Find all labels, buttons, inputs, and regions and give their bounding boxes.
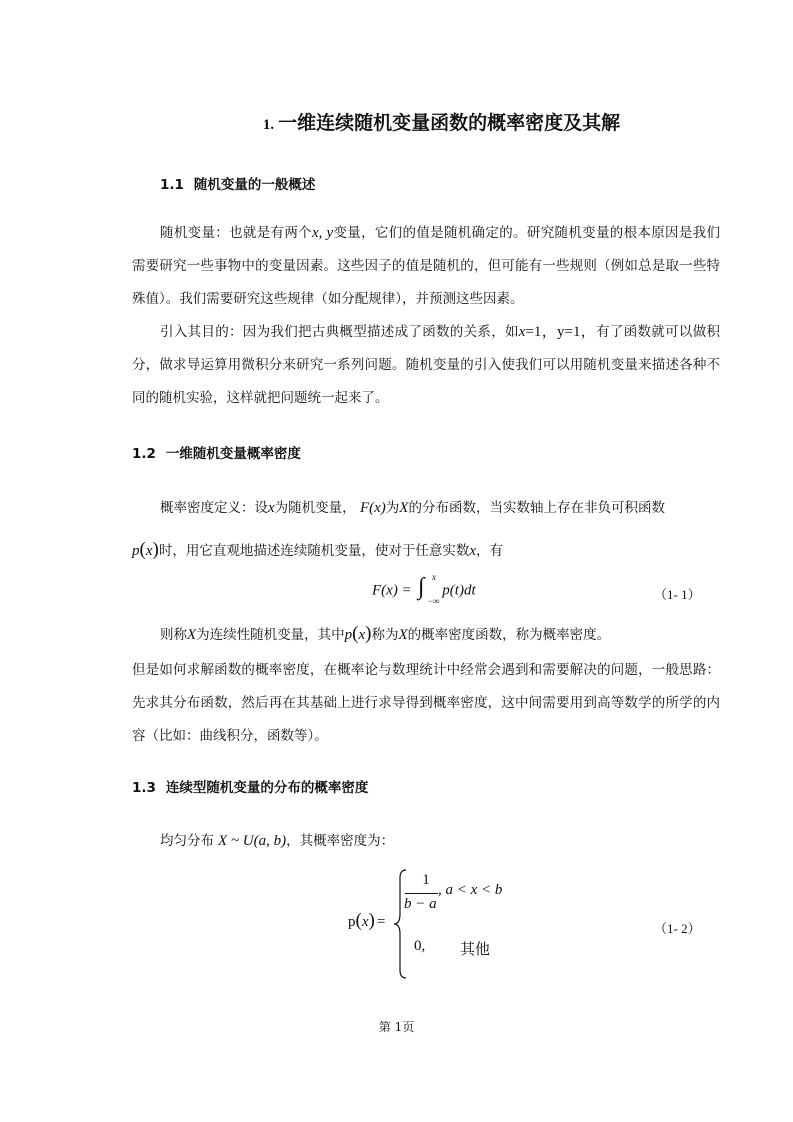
fraction-numerator: 1	[422, 872, 430, 888]
section-number: 1.2	[132, 446, 156, 462]
page-title	[0, 108, 793, 135]
uniform-line: 均匀分布 X ~ U(a, b)，其概率密度为：	[160, 833, 395, 849]
fraction-denominator: b − a	[404, 896, 437, 912]
fraction-bar	[405, 893, 438, 894]
equation-number-1-2: （1- 2）	[654, 921, 701, 936]
piecewise-brace	[392, 868, 408, 980]
equation-1-1: F(x) = ∫ x −∞ p(t)dt	[372, 572, 476, 606]
condition-range: , a < x < b	[438, 882, 503, 898]
title-number: 1.	[262, 117, 275, 133]
equation-1-2-lhs: p(x) =	[348, 910, 386, 931]
section-number: 1.3	[132, 780, 156, 796]
math-xy: x, y	[311, 225, 334, 241]
paragraph-purpose: 引入其目的：因为我们把古典概型描述成了函数的关系，如x=1，y=1，有了函数就可以做积分，做求导运算用微积分来研究一系列问题。随机变量的引入使我们可以用随机变量来描述各种不同的随机实验，这样就把问题统一起来了。	[132, 324, 720, 406]
page-number: 第 1页	[378, 1020, 415, 1034]
math-p: p	[132, 543, 140, 559]
then-line: 则称X为连续性随机变量，其中p(x)称为X的概率密度函数，称为概率密度。	[160, 623, 611, 644]
section-title: 连续型随机变量的分布的概率密度	[165, 780, 369, 796]
case-otherwise: 其他	[460, 940, 491, 958]
section-1-2-heading	[132, 442, 301, 462]
section-title: 一维随机变量概率密度	[165, 446, 301, 462]
definition-line-1: 概率密度定义：设x为随机变量， F(x)为X的分布函数，当实数轴上存在非负可积函数	[160, 500, 665, 516]
equation-number-1-1: （1- 1）	[654, 587, 701, 602]
section-number: 1.1	[160, 177, 184, 193]
title-text: 一维连续随机变量函数的概率密度及其解	[278, 112, 621, 134]
section-1-3-heading	[132, 776, 368, 796]
section-title: 随机变量的一般概述	[193, 177, 316, 193]
math-uniform: X ~ U(a, b)	[218, 833, 287, 849]
case-zero: 0,	[414, 938, 426, 954]
definition-line-2: p(x)时，用它直观地描述连续随机变量，使对于任意实数x，有	[132, 539, 503, 560]
math-Fx: F(x)	[359, 500, 386, 516]
paragraph-random-variable: 随机变量：也就是有两个x, y变量，它们的值是随机确定的。研究随机变量的根本原因是我们需要研究一些事物中的变量因素。这些因子的值是随机的，但可能有一些规则（例如总是取一些特殊值）。我们需要研究这些规律（如分配规律），并预测这些因素。	[132, 225, 720, 307]
integral-sign: ∫ x −∞	[417, 572, 440, 606]
paragraph-method: 但是如何求解函数的概率密度，在概率论与数理统计中经常会遇到和需要解决的问题，一般思路：先求其分布函数，然后再在其基础上进行求导得到概率密度，这中间需要用到高等数学的所学的内容（比如：曲线积分，函数等）。	[132, 662, 720, 744]
section-1-1-heading	[160, 173, 315, 193]
math-x: x	[518, 324, 526, 340]
